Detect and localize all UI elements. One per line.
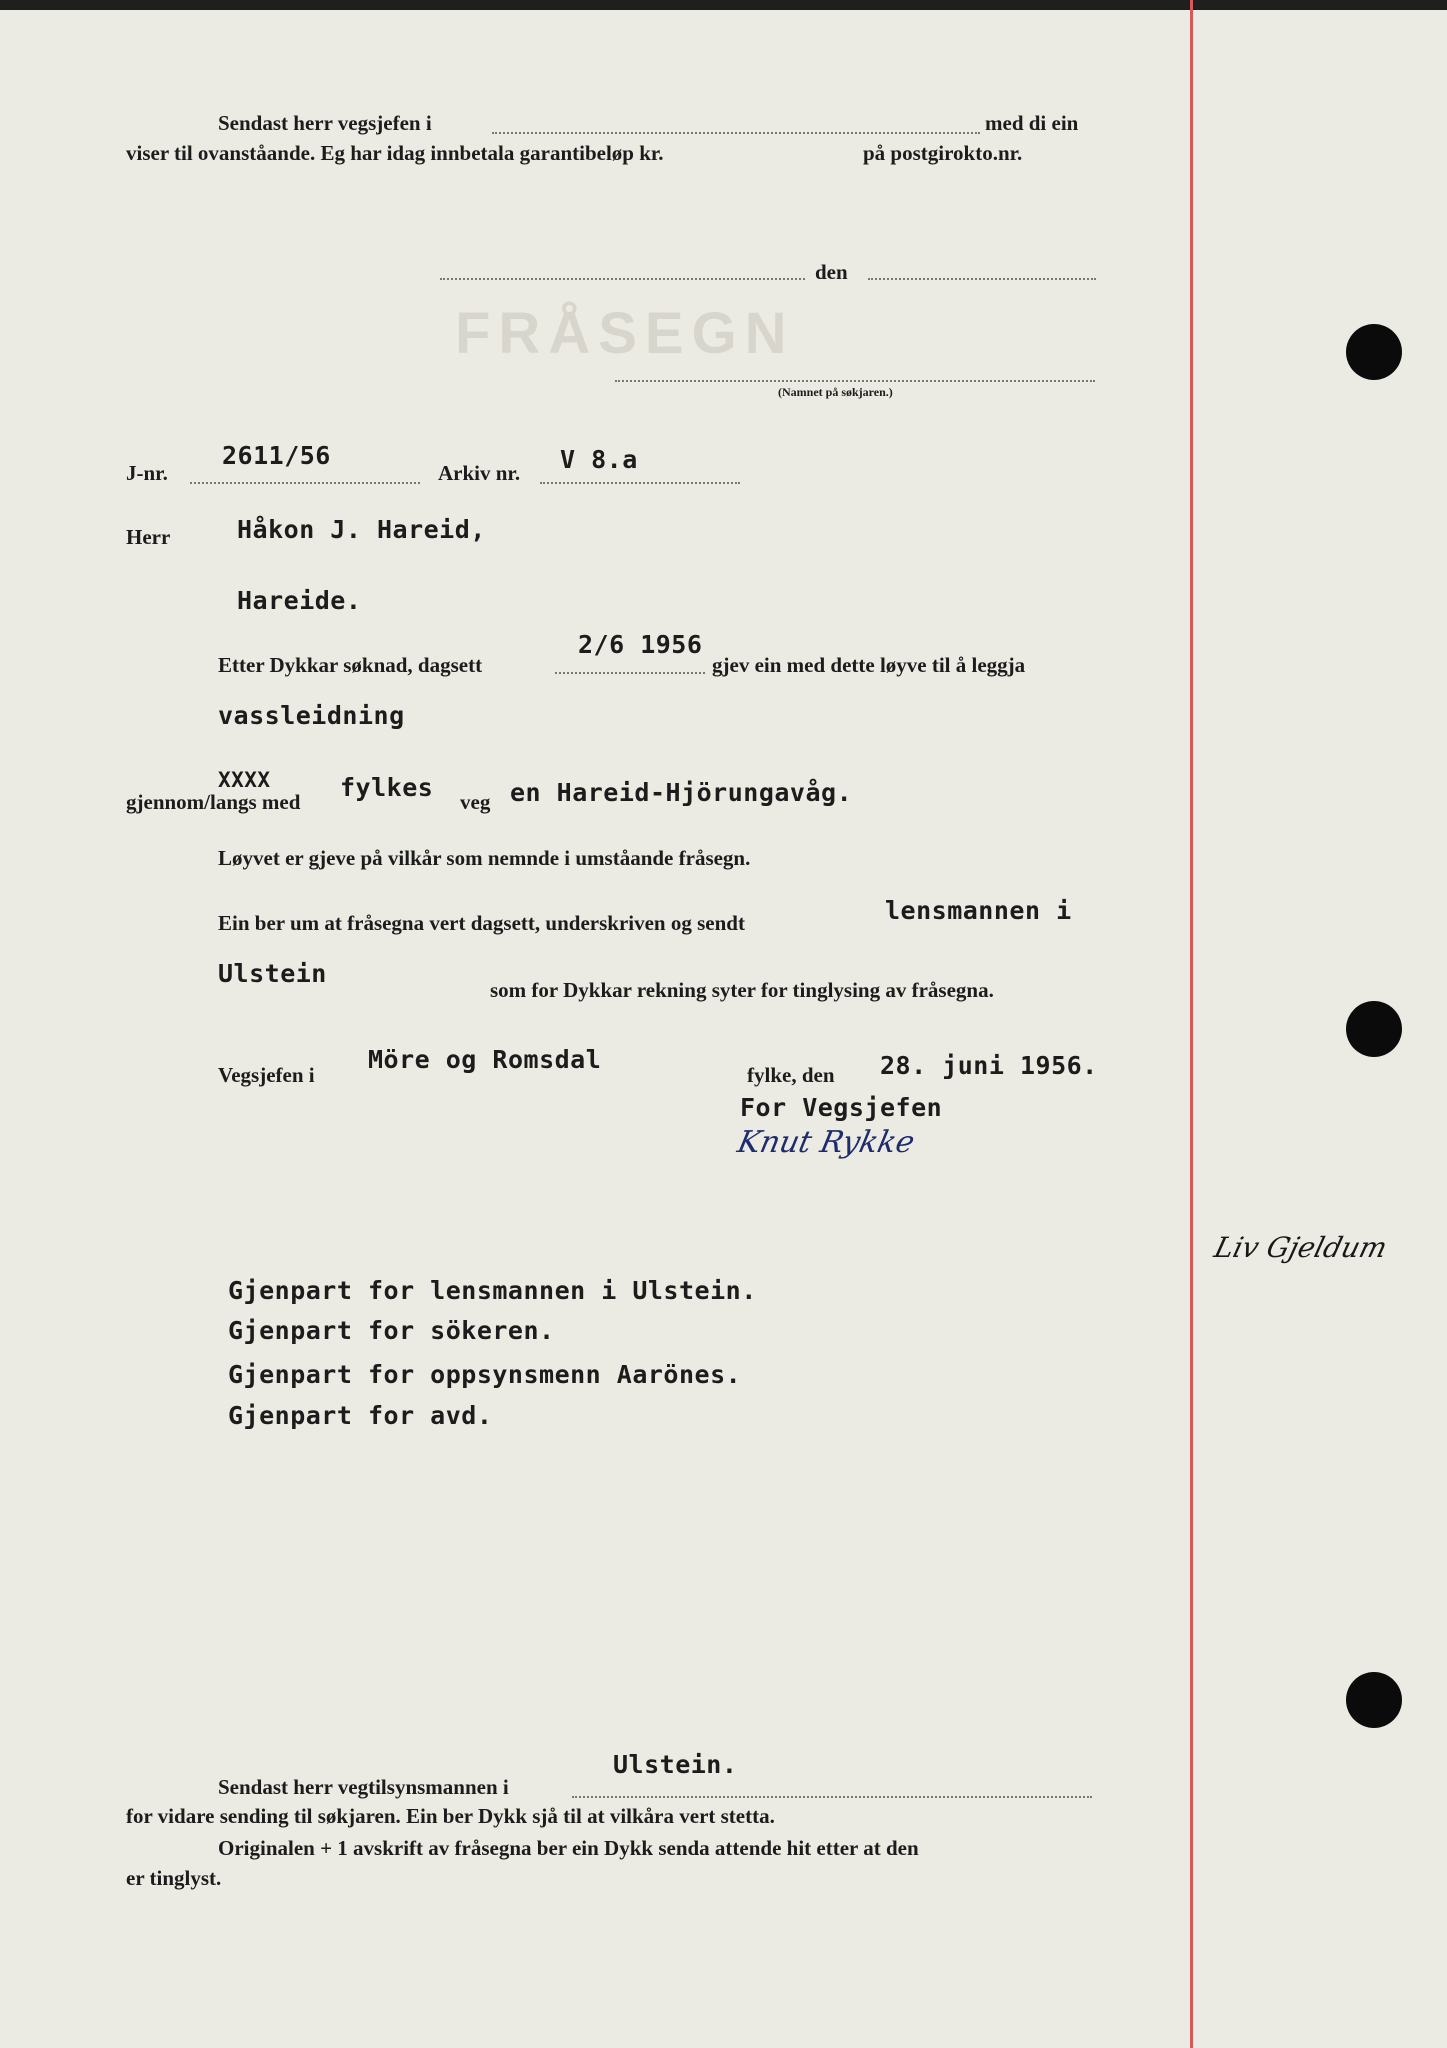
dotted-line [572, 1796, 1092, 1798]
margin-handwritten-note: Liv Gjeldum [1211, 1231, 1391, 1264]
ein-ber-text: Ein ber um at fråsegna vert dagsett, underskriven og sendt [218, 911, 745, 935]
jnr-value: 2611/56 [222, 441, 331, 470]
for-vegsjefen: For Vegsjefen [740, 1093, 943, 1122]
dotted-line [615, 380, 1095, 382]
dotted-line [540, 482, 740, 484]
red-margin-line [1190, 0, 1193, 2048]
postgiro-label: på postgirokto.nr. [863, 141, 1023, 165]
item-value: vassleidning [218, 701, 405, 730]
fylkes-value: fylkes [340, 773, 434, 802]
jnr-label: J-nr. [126, 461, 168, 485]
dotted-line [440, 278, 805, 280]
som-for-text: som for Dykkar rekning syter for tinglysing av fråsegna. [490, 978, 994, 1002]
dotted-line [555, 672, 705, 674]
scan-top-edge [0, 0, 1447, 10]
recipient-place: Hareide. [237, 586, 362, 615]
lensmannen-value: lensmannen i [885, 896, 1072, 925]
etter-label: Etter Dykkar søknad, dagsett [218, 653, 483, 677]
den-label: den [815, 260, 848, 284]
sendast-label: Sendast herr vegsjefen i [218, 111, 432, 135]
namnet-caption: (Namnet på søkjaren.) [778, 385, 893, 399]
county-value: Möre og Romsdal [368, 1045, 602, 1074]
arkiv-value: V 8.a [560, 445, 638, 474]
arkiv-label: Arkiv nr. [438, 461, 521, 485]
sendast-vegtilsyn: Sendast herr vegtilsynsmannen i [218, 1775, 509, 1799]
punch-hole [1346, 1001, 1402, 1057]
vegsjefen-label: Vegsjefen i [218, 1063, 315, 1087]
soknad-date: 2/6 1956 [578, 630, 703, 659]
dotted-line [492, 132, 980, 134]
xxxx-strike: XXXX [218, 768, 271, 792]
footer-ulstein: Ulstein. [613, 1750, 738, 1779]
footer-line-b: Originalen + 1 avskrift av fråsegna ber ein Dykk senda attende hit etter at den [218, 1836, 919, 1860]
veg-label: veg [460, 790, 491, 814]
copy-line: Gjenpart for oppsynsmenn Aarönes. [228, 1360, 742, 1389]
punch-hole [1346, 1672, 1402, 1728]
loyvet-text: Løyvet er gjeve på vilkår som nemnde i umståande fråsegn. [218, 846, 751, 870]
footer-line-c: er tinglyst. [126, 1866, 222, 1890]
decision-date: 28. juni 1956. [880, 1051, 1098, 1080]
bleed-through-title: FRÅSEGN [455, 301, 795, 366]
viser-line: viser til ovanståande. Eg har idag innbetala garantibeløp kr. [126, 141, 664, 165]
herr-label: Herr [126, 525, 171, 549]
gjennom-label: gjennom/langs med [126, 790, 301, 814]
ulstein-value: Ulstein [218, 959, 327, 988]
copy-line: Gjenpart for avd. [228, 1401, 493, 1430]
footer-line-a: for vidare sending til søkjaren. Ein ber Dykk sjå til at vilkåra vert stetta. [126, 1804, 775, 1828]
punch-hole [1346, 324, 1402, 380]
handwritten-signature: Knut Rykke [734, 1125, 918, 1160]
dotted-line [190, 482, 420, 484]
copy-line: Gjenpart for lensmannen i Ulstein. [228, 1276, 757, 1305]
fylke-den-label: fylke, den [747, 1063, 835, 1087]
recipient-name: Håkon J. Hareid, [237, 515, 486, 544]
med-di-ein: med di ein [985, 111, 1079, 135]
copy-line: Gjenpart for sökeren. [228, 1316, 555, 1345]
road-value: en Hareid-Hjörungavåg. [510, 778, 853, 807]
dotted-line [868, 278, 1096, 280]
gjev-text: gjev ein med dette løyve til å leggja [712, 653, 1026, 677]
